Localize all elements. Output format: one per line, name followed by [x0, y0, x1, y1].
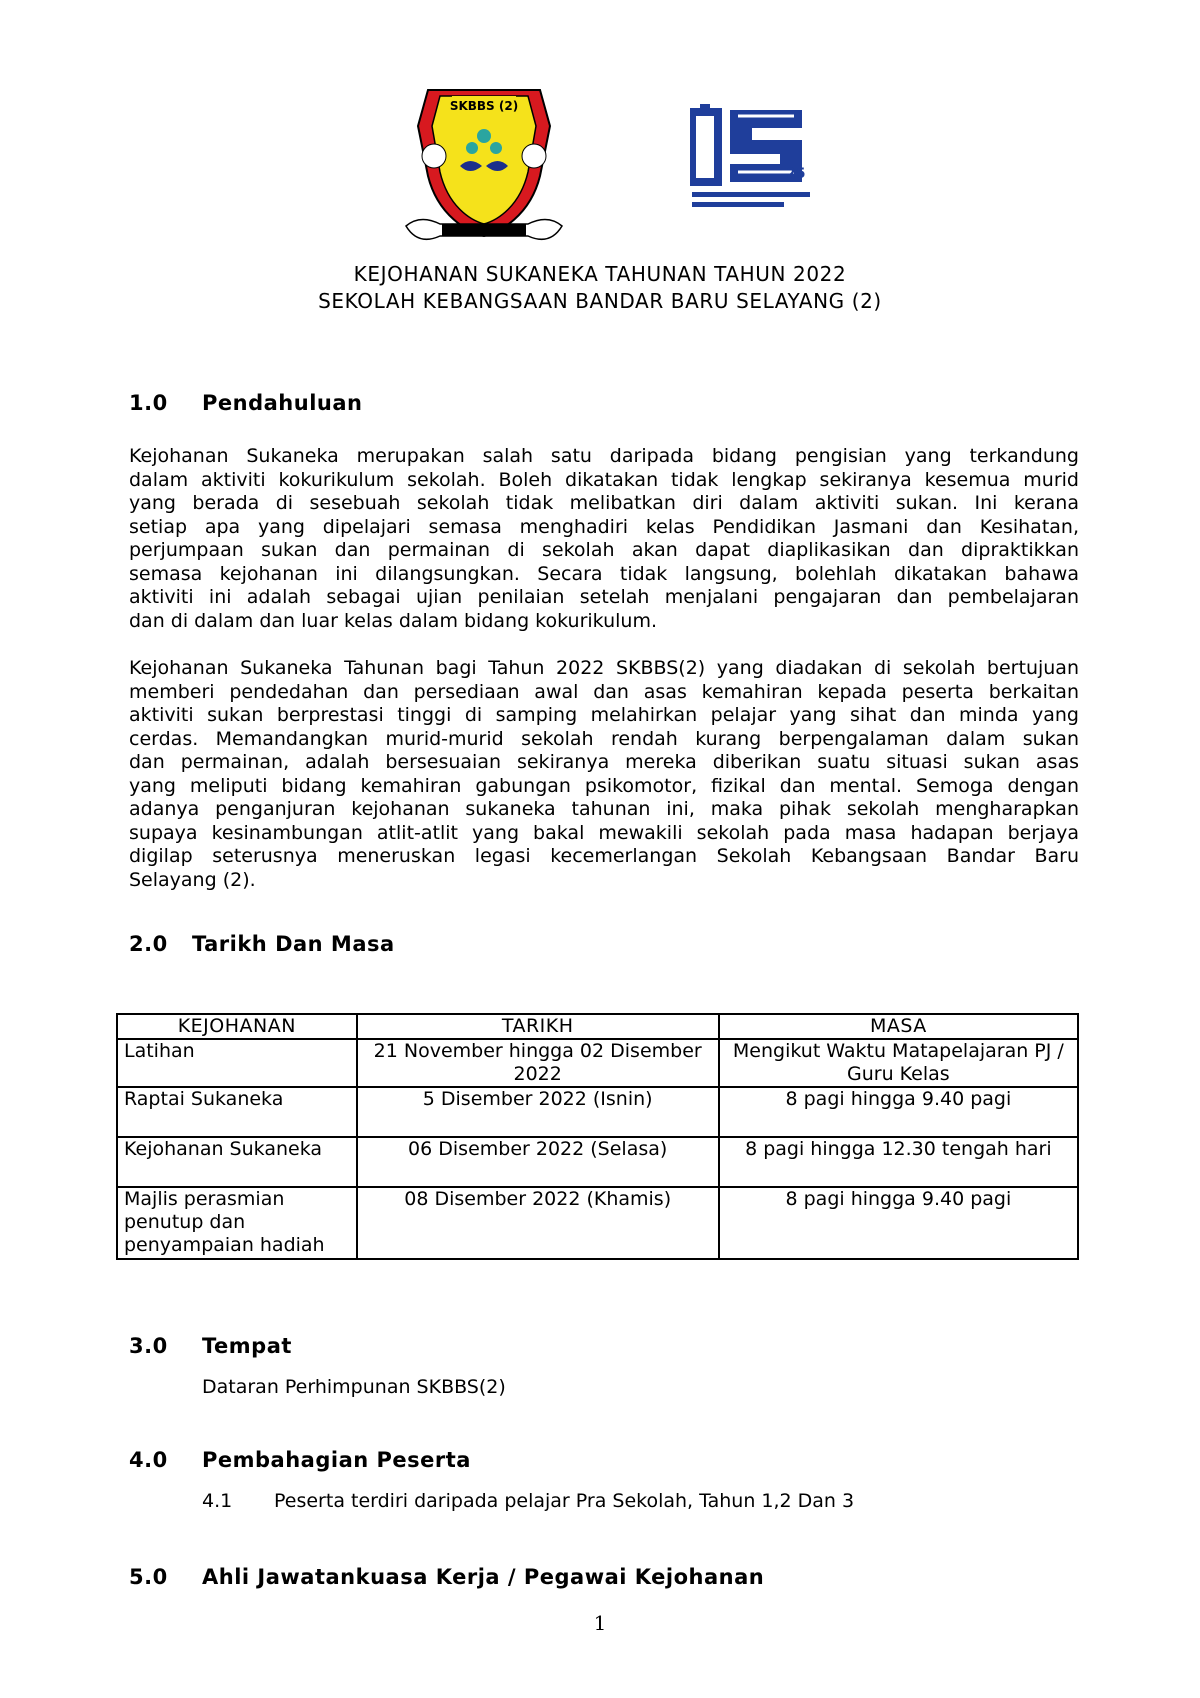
- paragraph-line: memberi pendedahan dan persediaan awal dan asas kemahiran kepada peserta berkaitan: [129, 680, 1079, 703]
- section-number: 4.0: [129, 1448, 168, 1472]
- paragraph-line: cerdas. Memandangkan murid-murid sekolah rendah kurang berpengalaman dalam sukan: [129, 727, 1079, 750]
- table-cell: Mengikut Waktu Matapelajaran PJ / Guru Kelas: [719, 1039, 1078, 1087]
- paragraph-line: aktiviti sukan berprestasi tinggi di samping melahirkan pelajar yang sihat dan minda yang: [129, 704, 1079, 726]
- section-5-heading: [129, 1565, 764, 1589]
- table-cell: 8 pagi hingga 12.30 tengah hari: [719, 1137, 1078, 1187]
- table-header-row: [117, 1014, 1078, 1039]
- table-cell: 8 pagi hingga 9.40 pagi: [719, 1087, 1078, 1137]
- paragraph-line: Kejohanan Sukaneka merupakan salah satu daripada bidang pengisian yang terkandung: [129, 445, 1079, 467]
- sub-item-number: 4.1: [202, 1490, 233, 1512]
- section-1-heading: [129, 391, 362, 415]
- venue-text: Dataran Perhimpunan SKBBS(2): [202, 1376, 506, 1398]
- school-crest-logo: [400, 86, 568, 256]
- section-title: Tarikh Dan Masa: [192, 932, 395, 956]
- table-cell: 21 November hingga 02 Disember 2022: [357, 1039, 719, 1087]
- section-3-heading: [129, 1334, 292, 1358]
- table-row: [117, 1039, 1078, 1087]
- section-title: Tempat: [202, 1334, 292, 1358]
- table-cell: Raptai Sukaneka: [117, 1087, 357, 1137]
- table-row: [117, 1187, 1078, 1259]
- section-number: 3.0: [129, 1334, 168, 1358]
- document-title-line1: KEJOHANAN SUKANEKA TAHUNAN TAHUN 2022: [353, 262, 847, 286]
- paragraph-line: aktiviti ini adalah sebagai ujian penilaian setelah menjalani pengajaran dan pembelajaran: [129, 586, 1079, 608]
- paragraph-line: Kejohanan Sukaneka Tahunan bagi Tahun 2022 SKBBS(2) yang diadakan di sekolah bertujuan: [129, 657, 1079, 679]
- paragraph-line: dan permainan, adalah bersesuaian sekiranya mereka diberikan suatu situasi sukan asas: [129, 751, 1079, 773]
- table-cell: 5 Disember 2022 (Isnin): [357, 1087, 719, 1137]
- page-number: 1: [593, 1611, 607, 1635]
- table-cell: 8 pagi hingga 9.40 pagi: [719, 1187, 1078, 1259]
- ts25-logo: [690, 100, 820, 220]
- table-cell: 06 Disember 2022 (Selasa): [357, 1137, 719, 1187]
- table-row: [117, 1137, 1078, 1187]
- ts25-logo-icon: [690, 100, 820, 220]
- section-2-heading: [129, 932, 395, 956]
- column-header: TARIKH: [357, 1014, 719, 1039]
- paragraph-line: perjumpaan sukan dan permainan di sekolah akan dapat diaplikasikan dan dipraktikkan: [129, 539, 1079, 561]
- paragraph-line: adanya penganjuran kejohanan sukaneka tahunan ini, maka pihak sekolah mengharapkan: [129, 798, 1079, 820]
- paragraph-line: yang meliputi bidang kemahiran gabungan psikomotor, fizikal dan mental. Semoga dengan: [129, 774, 1079, 797]
- paragraph-line: semasa kejohanan ini dilangsungkan. Secara tidak langsung, bolehlah dikatakan bahawa: [129, 562, 1079, 585]
- section-title: Pembahagian Peserta: [202, 1448, 471, 1472]
- table-cell: Latihan: [117, 1039, 357, 1087]
- paragraph-line: setiap apa yang dipelajari semasa menghadiri kelas Pendidikan Jasmani dan Kesihatan,: [129, 515, 1079, 538]
- paragraph-line: Selayang (2).: [129, 868, 256, 891]
- table-cell: Kejohanan Sukaneka: [117, 1137, 357, 1187]
- school-crest-icon: [400, 86, 568, 256]
- table-cell: Majlis perasmian penutup dan penyampaian hadiah: [117, 1187, 357, 1259]
- sub-item-text: Peserta terdiri daripada pelajar Pra Sekolah, Tahun 1,2 Dan 3: [274, 1490, 855, 1512]
- section-number: 2.0: [129, 932, 168, 956]
- paragraph-line: yang berada di sesebuah sekolah tidak melibatkan diri dalam aktiviti sukan. Ini kerana: [129, 492, 1079, 514]
- paragraph-line: digilap seterusnya meneruskan legasi kecemerlangan Sekolah Kebangsaan Bandar Baru: [129, 845, 1079, 867]
- table-row: [117, 1087, 1078, 1137]
- column-header: MASA: [719, 1014, 1078, 1039]
- paragraph-line: supaya kesinambungan atlit-atlit yang bakal mewakili sekolah pada masa hadapan berjaya: [129, 821, 1079, 844]
- section-number: 1.0: [129, 391, 168, 415]
- section-number: 5.0: [129, 1565, 168, 1589]
- section-4-heading: [129, 1448, 471, 1472]
- column-header: KEJOHANAN: [117, 1014, 357, 1039]
- paragraph-pendahuluan-2: [129, 657, 1079, 892]
- document-title-line2: SEKOLAH KEBANGSAAN BANDAR BARU SELAYANG (2): [318, 289, 882, 313]
- paragraph-pendahuluan-1: [129, 445, 1079, 633]
- svg-text:SKBBS (2): SKBBS (2): [449, 99, 519, 113]
- table-cell: 08 Disember 2022 (Khamis): [357, 1187, 719, 1259]
- sub-item-4-1: [202, 1490, 854, 1512]
- paragraph-line: dan di dalam dan luar kelas dalam bidang kokurikulum.: [129, 609, 658, 632]
- section-title: Ahli Jawatankuasa Kerja / Pegawai Kejohanan: [202, 1565, 765, 1589]
- schedule-table: [116, 1013, 1079, 1260]
- section-title: Pendahuluan: [202, 391, 363, 415]
- svg-text:25: 25: [786, 166, 806, 182]
- paragraph-line: dalam aktiviti kokurikulum sekolah. Boleh dikatakan tidak lengkap sekiranya kesemua murid: [129, 468, 1079, 491]
